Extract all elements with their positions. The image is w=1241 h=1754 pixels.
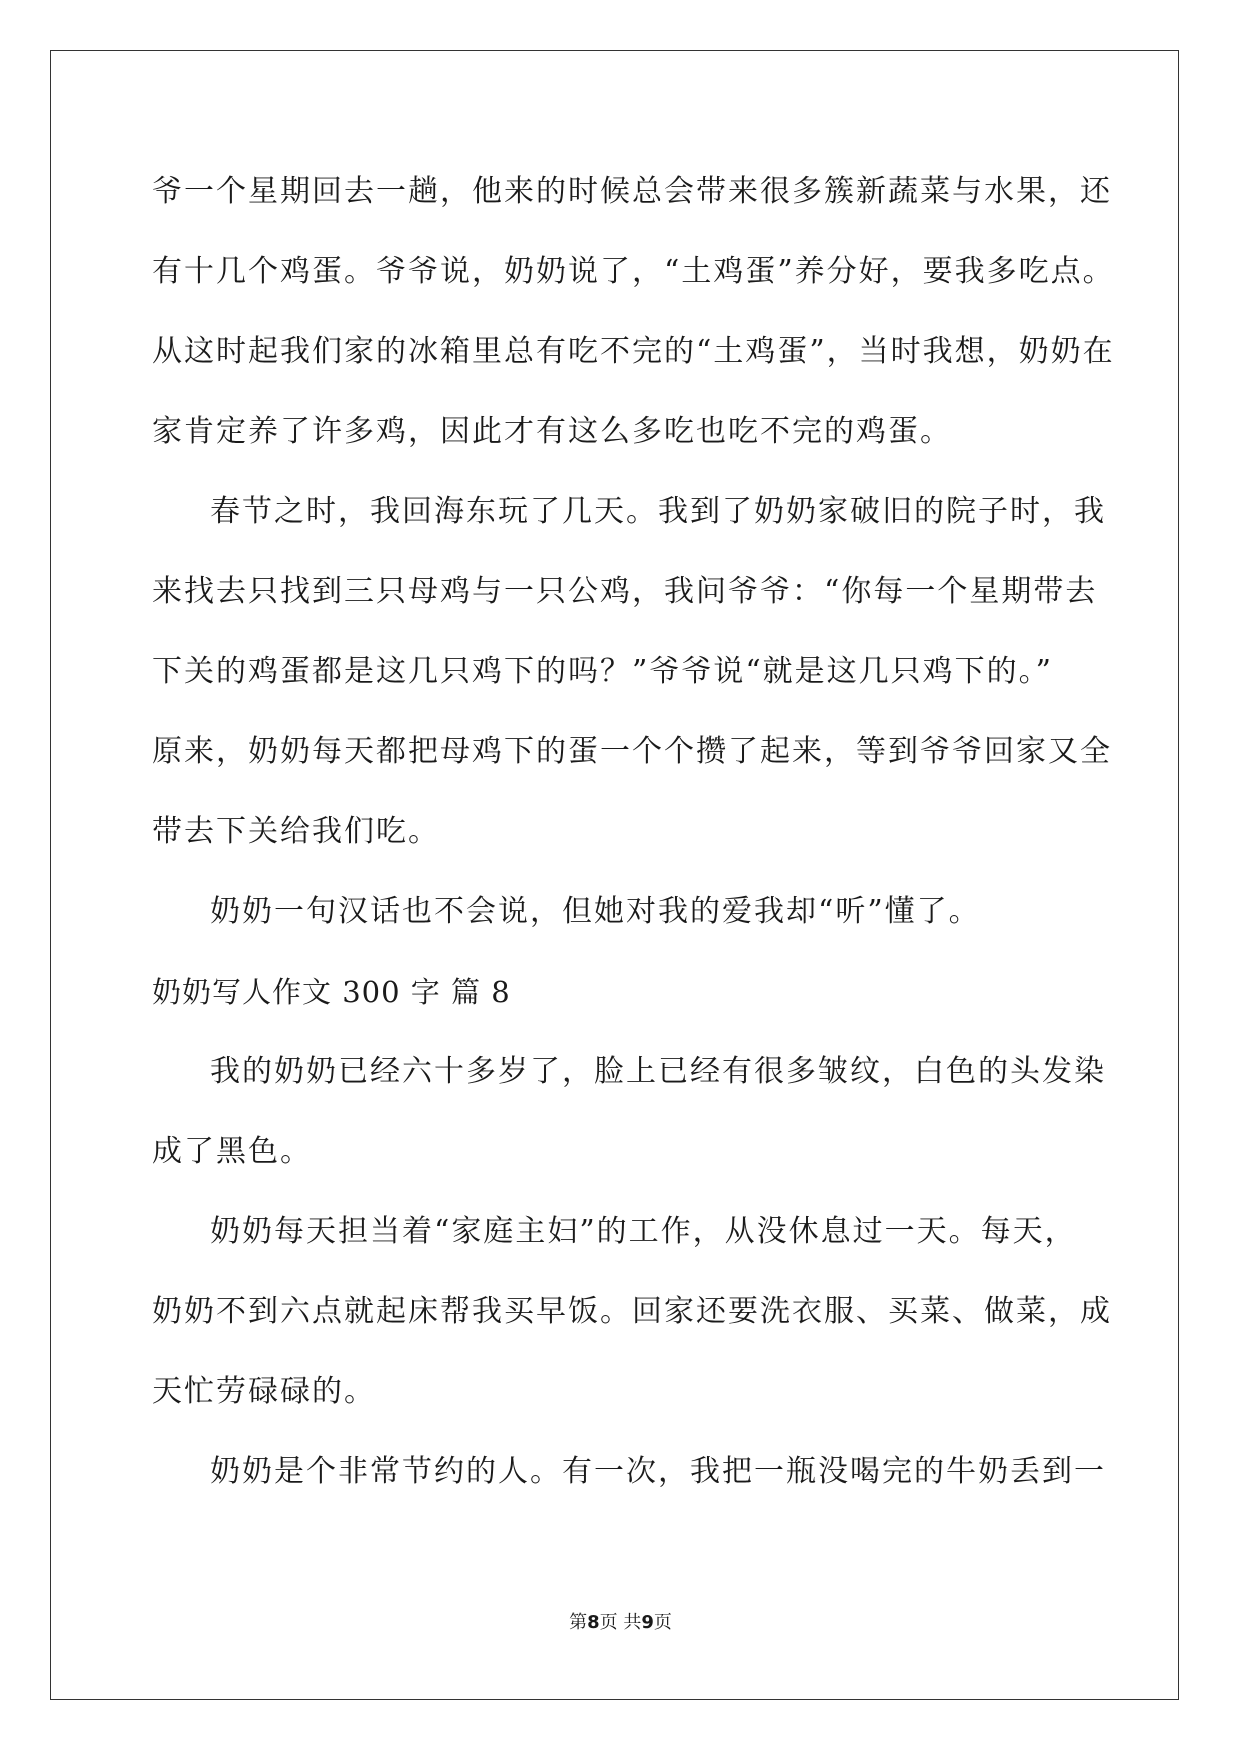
current-page-number: 8 — [587, 1612, 600, 1633]
text-line: 爷一个星期回去一趟，他来的时候总会带来很多簇新蔬菜与水果，还 — [152, 174, 1112, 209]
text-line: 原来，奶奶每天都把母鸡下的蛋一个个攒了起来，等到爷爷回家又全 — [152, 734, 1112, 769]
page-footer — [0, 1611, 1241, 1635]
paragraph-first-line: 我的奶奶已经六十多岁了，脸上已经有很多皱纹，白色的头发染 — [210, 1054, 1106, 1089]
text-line: 家肯定养了许多鸡，因此才有这么多吃也吃不完的鸡蛋。 — [152, 414, 952, 449]
text-line: 下关的鸡蛋都是这几只鸡下的吗？”爷爷说“就是这几只鸡下的。” — [152, 654, 1054, 689]
paragraph-first-line: 奶奶是个非常节约的人。有一次，我把一瓶没喝完的牛奶丢到一 — [210, 1454, 1106, 1489]
page-label-prefix: 第 — [569, 1612, 588, 1633]
paragraph-first-line: 奶奶每天担当着“家庭主妇”的工作，从没休息过一天。每天， — [210, 1214, 1077, 1249]
text-line: 有十几个鸡蛋。爷爷说，奶奶说了，“土鸡蛋”养分好，要我多吃点。 — [152, 254, 1115, 289]
page-label-suffix: 页 — [653, 1612, 672, 1633]
text-line: 成了黑色。 — [152, 1134, 312, 1169]
page-label-mid: 页 共 — [599, 1612, 642, 1633]
text-line: 天忙劳碌碌的。 — [152, 1374, 376, 1409]
text-line: 奶奶不到六点就起床帮我买早饭。回家还要洗衣服、买菜、做菜，成 — [152, 1294, 1112, 1329]
paragraph-first-line: 春节之时，我回海东玩了几天。我到了奶奶家破旧的院子时，我 — [210, 494, 1106, 529]
text-line: 来找去只找到三只母鸡与一只公鸡，我问爷爷：“你每一个星期带去 — [152, 574, 1098, 609]
text-line: 从这时起我们家的冰箱里总有吃不完的“土鸡蛋”，当时我想，奶奶在 — [152, 334, 1115, 369]
paragraph-first-line: 奶奶一句汉话也不会说，但她对我的爱我却“听”懂了。 — [210, 894, 981, 929]
section-heading: 奶奶写人作文 300 字 篇 8 — [152, 975, 511, 1009]
total-page-number: 9 — [641, 1612, 654, 1633]
text-line: 带去下关给我们吃。 — [152, 814, 440, 849]
